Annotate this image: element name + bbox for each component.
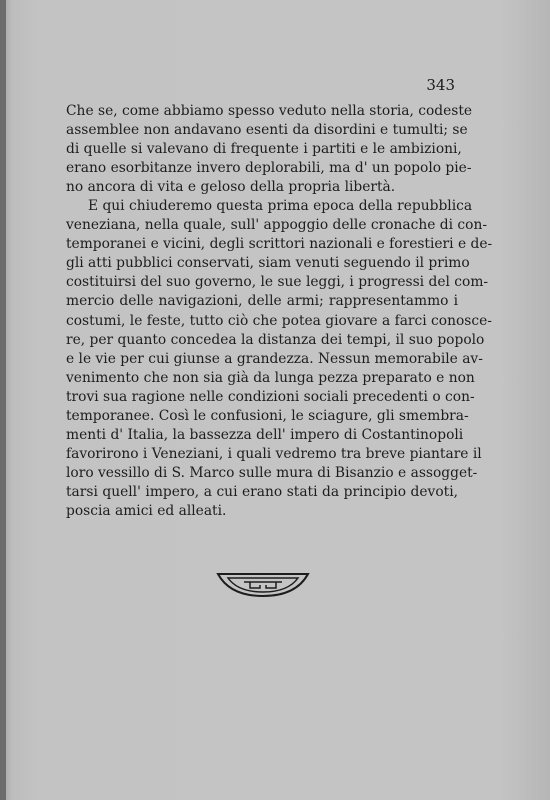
text-line: assemblee non andavano esenti da disordini e tumulti; se <box>66 122 468 139</box>
binding-edge <box>0 0 6 800</box>
text-line: erano esorbitanze invero deplorabili, ma d' un popolo pie- <box>66 160 472 177</box>
text-line: temporanei e vicini, degli scrittori nazionali e forestieri e de- <box>66 236 493 253</box>
text-line: mercio delle navigazioni, delle armi; rappresentammo i <box>66 293 458 310</box>
text-line: temporanee. Così le confusioni, le sciagure, gli smembra- <box>66 407 469 424</box>
text-line: tarsi quell' impero, a cui erano stati da principio devoti, <box>66 483 458 500</box>
paragraph-2 <box>66 197 493 521</box>
text-line: costituirsi del suo governo, le sue leggi, i progressi del com- <box>66 274 489 291</box>
text-line: gli atti pubblici conservati, siam venuti seguendo il primo <box>66 255 470 272</box>
text-line: di quelle si valevano di frequente i partiti e le ambizioni, <box>66 141 462 158</box>
text-line: loro vessillo di S. Marco sulle mura di Bisanzio e assogget- <box>66 464 478 481</box>
text-line: favorirono i Veneziani, i quali vedremo tra breve piantare il <box>66 445 482 462</box>
text-line: trovi sua ragione nelle condizioni sociali precedenti o con- <box>66 388 475 405</box>
tailpiece-ornament <box>216 572 310 598</box>
text-line: menti d' Italia, la bassezza dell' impero di Costantinopoli <box>66 426 464 443</box>
text-line: costumi, le feste, tutto ciò che potea giovare a farci conosce- <box>66 312 492 329</box>
body-text <box>66 102 493 521</box>
text-line: veneziana, nella quale, sull' appoggio delle cronache di con- <box>66 217 488 234</box>
paragraph-1 <box>66 102 473 197</box>
text-line: venimento che non sia già da lunga pezza preparato e non <box>66 369 475 386</box>
text-line: E qui chiuderemo questa prima epoca della repubblica <box>88 198 473 215</box>
page-number: 343 <box>426 76 455 94</box>
text-line: re, per quanto concedea la distanza dei tempi, il suo popolo <box>66 331 485 348</box>
text-line: Che se, come abbiamo spesso veduto nella storia, codeste <box>66 103 473 119</box>
text-line: poscia amici ed alleati. <box>66 502 227 519</box>
text-line: no ancora di vita e geloso della propria libertà. <box>66 179 396 196</box>
text-line: e le vie per cui giunse a grandezza. Nessun memorabile av- <box>66 350 483 367</box>
